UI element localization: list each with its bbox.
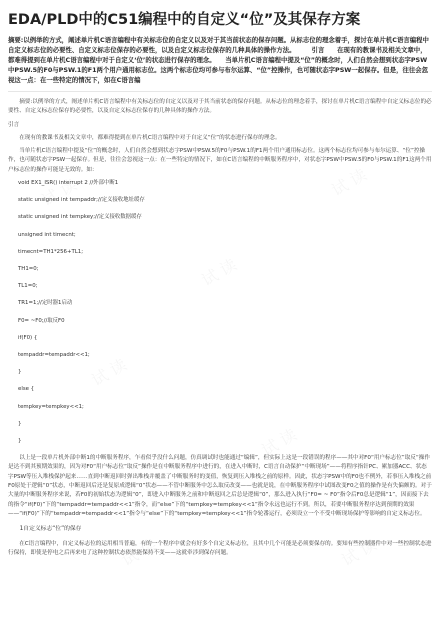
code-block (18, 179, 432, 446)
code-line: void EX1_ISR() interrupt 2 //外部中断1 (18, 180, 119, 187)
code-line: tempkey=tempkey<<1; (18, 403, 84, 410)
code-line: TH1=0; (18, 266, 39, 273)
code-line: if(F0) { (18, 334, 38, 341)
code-line: TL1=0; (18, 283, 38, 290)
paragraph-1: 在现有的教课书及相关文章中，都难得提到在单片机C语言编程中对于自定义“位”的状态进行保存的理念。 (19, 134, 281, 141)
code-line: static unsigned int tempaddr;//定义接收地址缓存 (18, 197, 145, 204)
code-line: TR1=1;//定时器1启动 (18, 300, 73, 307)
code-line: unsigned int timecnt; (18, 231, 76, 238)
section-heading: 1自定义标志“位”的保存 (19, 526, 82, 533)
document-title: EDA/PLD中的C51编程中的自定义“位”及其保存方案 (8, 12, 361, 28)
code-line: static unsigned int tempkey;//定义接收数据缓存 (18, 214, 142, 221)
code-line: F0= ~F0;//取反F0 (18, 317, 65, 324)
code-line: timecnt=TH1*256+TL1; (18, 248, 84, 255)
code-line: tempaddr=tempaddr<<1; (18, 351, 90, 358)
code-line: } (18, 369, 22, 376)
paragraph-3: 以上是一段单片机外部中断1的中断服务程序，乍看似乎没什么问题，仿真调试时也能通过“编辑”，但实际上这是一段错误的程序——其中对F0“用户标志位”取反“操作是达不到其预期效果的，因为对F0“用户标志位”取反”操作是在中断服务程序中进行的，在进入中断时，C语言自动保护“中断现场”——将程序指针PC、累加器ACC、状态字PSW等压入堆栈保护起来……直到中断返回时弹出堆栈并覆盖了中断服务时的变值，恢复到压入堆栈之前的原样。因此，状态字PSW中的F0也不例外，若事压入堆栈之前F0原处于逻辑“0”状态，中断返回后还是复原成逻辑“0”状态——不管中断服务中怎么取反改变——也就是说，在中断服务程序中试图改变F0之值的操作是有失偏颇的。对于大量的中断服务程序来说，若F0的初始状态为逻辑“0”，即进入中断服务之前和中断返回之后总是逻辑“0”，那么进入执行“F0= ~ F0”指令后F0总是逻辑“1”，因而接下去的指令“if(F0)”下的“tempaddr=tempaddr<<1”指令，而“else”下的“tempkey=tempkey<<1”指令永远也运行不到。所以，若要中断服务程序达到预期的效果——“if(F0)”下的“tempaddr=tempaddr<<1”指令与“else”下的“tempkey=tempkey<<1”指令轮番运行，必须设立一个不受中断现场保护等影响的自定义标志位。 (8, 455, 432, 517)
paragraph-2: 当单片机C语言编程中提及“位”的概念时，人们自然会想到状态字PSW中PSW.5的F0与PSW.1的F1两个用户通用标志位。这两个标志位均可参与布尔运算、“位”控操作，也可随状态字PSW一起保存。但是，往往会忽视这一点：在一些特定的情况下，如在C语言编程的中断服务程序中，对状态字PSW中PSW.5的F0与PSW.1的F1这两个用户标志位的操作可能是无效的。如： (8, 148, 432, 173)
divider (8, 91, 432, 92)
paragraph-4: 在C语言编程中，自定义标志位的运用相当普遍，有的一个程序中就会有好多个自定义标志位，且其中几个可能是必须要保存的。要知有些控制器件中对一些控制状态进行保持，即使是停电之后再来电了这种控制状态依然能保持不变——这就牵涉到保存问题。 (8, 540, 432, 557)
intro-heading: 引言 (8, 121, 20, 128)
code-line: } (18, 437, 22, 444)
bold-intro-paragraph: 摘要:以例举的方式，阐述单片机C语言编程中有关标志位的自定义以及对于其当前状态的保存问题。从标志位的理念着手，探讨在单片机C语言编程中自定义标志位的必要性、自定义标志位保存的必要性，以及自定义标志位保存的几种具体的操作方法。 引言 在现有的教课书及相关文章中，都难得提到在单片机C语言编程中对于自定义‘位’的状态进行保存的理念。 当单片机C语言编程中提及“位”的概念时，人们自然会想到状态字PSW中PSW.5的F0与PSW.1的F1两个用户通用标志位。这两个标志位均可参与布尔运算、“位”控操作，也可随状态字PSW一起保存。但是，往往会忽视这一点：在一些特定的情况下，如在C语言编 (8, 36, 429, 84)
code-line: else { (18, 386, 35, 393)
abstract-paragraph: 摘要:以例举的方式，阐述单片机C语言编程中有关标志位的自定义以及对于其当前状态的保存问题。从标志位的理念着手，探讨在单片机C语言编程中自定义标志位的必要性、自定义标志位保存的必要性，以及自定义标志位保存的几种具体的操作方法。 (8, 99, 432, 115)
code-line: } (18, 420, 22, 427)
